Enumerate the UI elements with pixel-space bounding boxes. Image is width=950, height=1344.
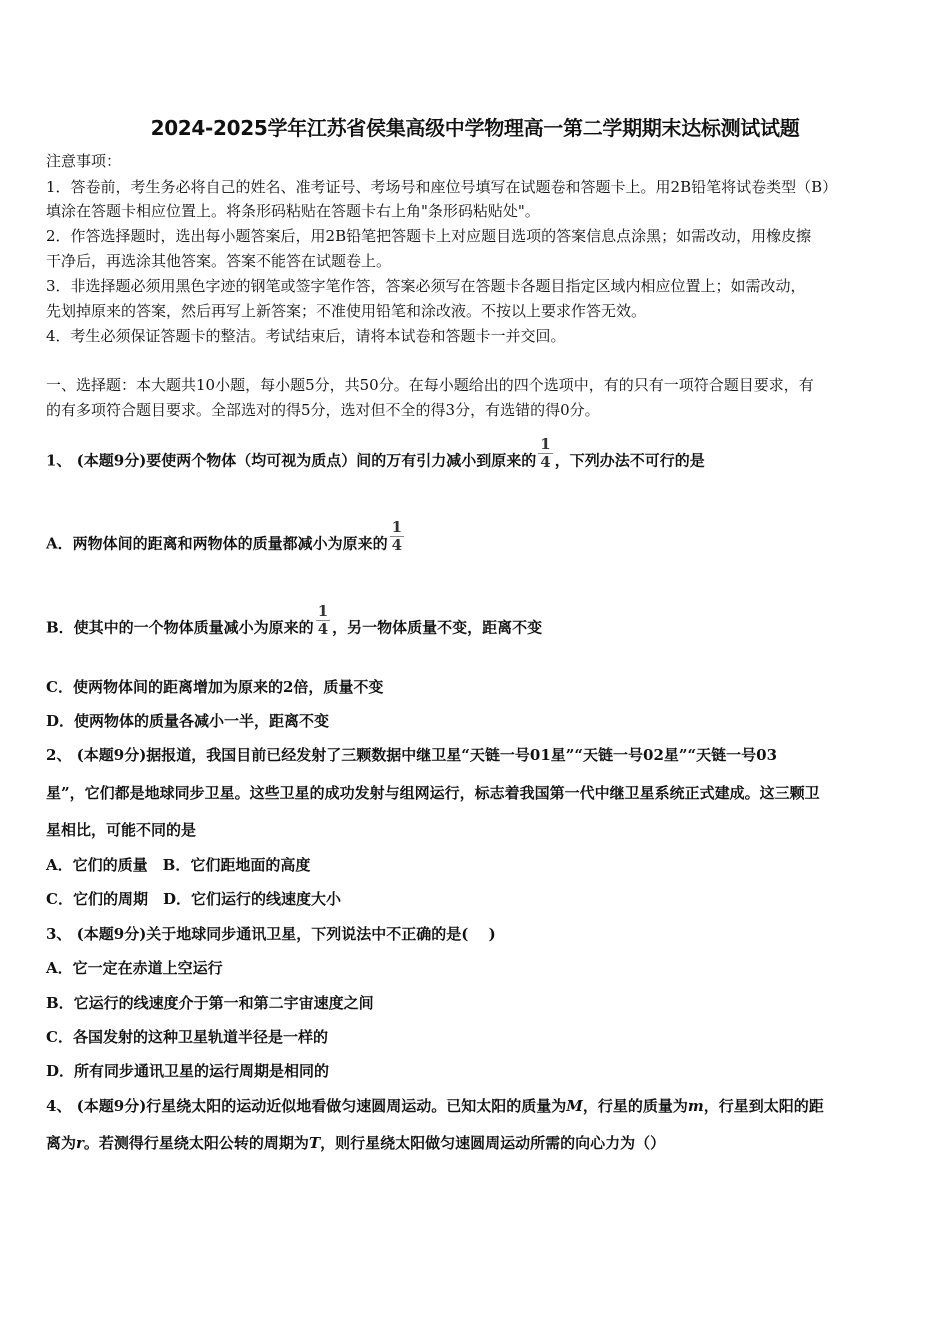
q3-option-b[interactable]: B．它运行的线速度介于第一和第二宇宙速度之间 bbox=[46, 994, 374, 1012]
q2-stem: 星相比，可能不同的是 bbox=[46, 821, 197, 839]
notice-line: 2．作答选择题时，选出每小题答案后，用2B铅笔把答题卡上对应题目选项的答案信息点涂黑；如需改动，用橡皮擦 bbox=[46, 227, 812, 245]
q1-stem bbox=[46, 435, 705, 479]
q1-option-c[interactable]: C．使两物体间的距离增加为原来的2倍，质量不变 bbox=[46, 678, 384, 696]
fraction-denominator: 4 bbox=[391, 536, 403, 554]
q3-option-d[interactable]: D．所有同步通讯卫星的运行周期是相同的 bbox=[46, 1062, 330, 1080]
q4-text: ，则行星绕太阳做匀速圆周运动所需的向心力为（） bbox=[320, 1134, 666, 1152]
q2-options-cd[interactable]: C．它们的周期 D．它们运行的线速度大小 bbox=[46, 890, 341, 908]
fraction-one-quarter bbox=[316, 603, 330, 638]
notice-line: 4．考生必须保证答题卡的整洁。考试结束后，请将本试卷和答题卡一并交回。 bbox=[46, 327, 566, 345]
q4-stem bbox=[46, 1133, 665, 1153]
q1-option-b-tail: ，另一物体质量不变，距离不变 bbox=[332, 618, 543, 637]
var-period: T bbox=[308, 1134, 321, 1152]
page-title: 2024-2025学年江苏省侯集高级中学物理高一第二学期期末达标测试试题 bbox=[150, 116, 800, 140]
q4-text: 离为 bbox=[46, 1134, 77, 1152]
q1-option-a[interactable] bbox=[46, 518, 406, 562]
fraction-one-quarter bbox=[390, 519, 404, 554]
fraction-numerator: 1 bbox=[317, 602, 329, 620]
section-intro: 一、选择题：本大题共10小题，每小题5分，共50分。在每小题给出的四个选项中，有的只有一项符合题目要求，有 bbox=[46, 376, 814, 394]
fraction-one-quarter bbox=[538, 436, 552, 471]
fraction-numerator: 1 bbox=[391, 518, 403, 536]
notice-heading: 注意事项： bbox=[46, 152, 122, 170]
q3-option-a[interactable]: A．它一定在赤道上空运行 bbox=[46, 959, 223, 977]
q1-option-b[interactable] bbox=[46, 602, 543, 646]
q4-text: ，行星的质量为 bbox=[582, 1097, 688, 1115]
notice-line: 先划掉原来的答案，然后再写上新答案；不准使用铅笔和涂改液。不按以上要求作答无效。 bbox=[46, 302, 647, 320]
q3-option-c[interactable]: C．各国发射的这种卫星轨道半径是一样的 bbox=[46, 1028, 328, 1046]
q4-stem bbox=[46, 1096, 824, 1116]
q2-options-ab[interactable]: A．它们的质量 B．它们距地面的高度 bbox=[46, 856, 311, 874]
q1-option-b-text: B．使其中的一个物体质量减小为原来的 bbox=[46, 618, 314, 637]
q1-stem-text: 1、 (本题9分)要使两个物体（均可视为质点）间的万有引力减小到原来的 bbox=[46, 451, 537, 470]
q1-option-a-text: A．两物体间的距离和两物体的质量都减小为原来的 bbox=[46, 534, 388, 553]
q2-stem: 星”，它们都是地球同步卫星。这些卫星的成功发射与组网运行，标志着我国第一代中继卫星系统正式建成。这三颗卫 bbox=[46, 784, 820, 802]
var-planet-mass: m bbox=[687, 1097, 704, 1115]
notice-line: 3．非选择题必须用黑色字迹的钢笔或签字笔作答，答案必须写在答题卡各题目指定区域内相应位置上；如需改动， bbox=[46, 277, 806, 295]
q2-stem: 2、 (本题9分)据报道，我国目前已经发射了三颗数据中继卫星“天链一号01星”“天链一号02星”“天链一号03 bbox=[46, 746, 778, 764]
var-sun-mass: M bbox=[566, 1097, 583, 1115]
q1-stem-tail: ，下列办法不可行的是 bbox=[554, 451, 705, 470]
var-distance: r bbox=[76, 1134, 84, 1152]
fraction-denominator: 4 bbox=[540, 453, 551, 471]
notice-line: 干净后，再选涂其他答案。答案不能答在试题卷上。 bbox=[46, 252, 392, 270]
fraction-denominator: 4 bbox=[317, 620, 329, 638]
section-intro: 的有多项符合题目要求。全部选对的得5分，选对但不全的得3分，有选错的得0分。 bbox=[46, 401, 600, 419]
q4-text: 4、 (本题9分)行星绕太阳的运动近似地看做匀速圆周运动。已知太阳的质量为 bbox=[46, 1097, 567, 1115]
notice-line: 填涂在答题卡相应位置上。将条形码粘贴在答题卡右上角"条形码粘贴处"。 bbox=[46, 202, 540, 220]
q4-text: 。若测得行星绕太阳公转的周期为 bbox=[83, 1134, 309, 1152]
q4-text: ，行星到太阳的距 bbox=[703, 1097, 824, 1115]
q1-option-d[interactable]: D．使两物体的质量各减小一半，距离不变 bbox=[46, 712, 330, 730]
q3-stem: 3、 (本题9分)关于地球同步通讯卫星，下列说法中不正确的是( ) bbox=[46, 925, 496, 943]
notice-line: 1．答卷前，考生务必将自己的姓名、准考证号、考场号和座位号填写在试题卷和答题卡上。用2B铅笔将试卷类型（B） bbox=[46, 178, 838, 196]
fraction-numerator: 1 bbox=[540, 435, 551, 453]
